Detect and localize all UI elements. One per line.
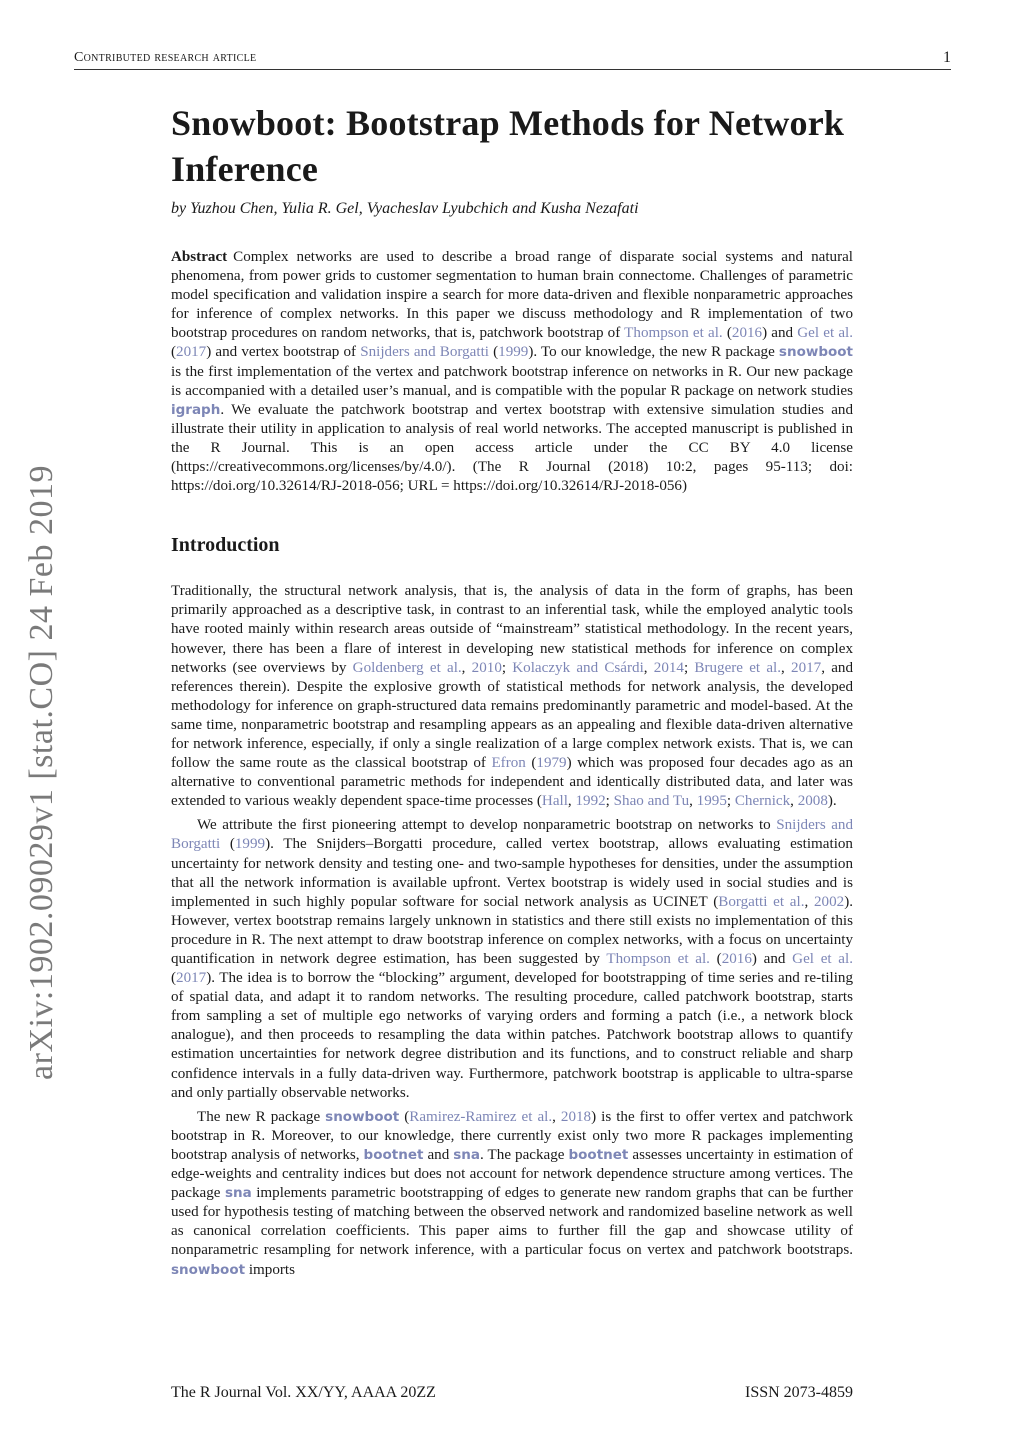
citation-year-link[interactable]: 2010 [471,659,502,676]
citation-year-link[interactable]: 1995 [696,793,727,810]
citation-year-link[interactable]: 2017 [791,659,822,676]
citation-link[interactable]: Gel et al. [797,325,853,342]
citation-year-link[interactable]: 1979 [536,755,567,772]
package-link-sna[interactable]: sna [224,1185,252,1202]
package-link-bootnet[interactable]: bootnet [363,1146,424,1163]
page-footer [171,1384,853,1408]
journal-info: The R Journal Vol. XX/YY, AAAA 20ZZ [171,1384,436,1401]
citation-link[interactable]: Chernick [734,793,791,810]
author-byline: by Yuzhou Chen, Yulia R. Gel, Vyacheslav Lyubchich and Kusha Nezafati [171,200,639,217]
citation-link[interactable]: Shao and Tu [613,793,690,810]
intro-paragraph-1: Traditionally, the structural network analysis, that is, the analysis of data in the form of graphs, has been primarily approached as a descriptive task, in contrast to an inferential task, while the employed analytic tools have rooted mainly within research areas outside of “mainstream” statistical methodology. In the recent years, however, there has been a flare of interest in developing new statistical methods for inference on complex networks (see overviews by Goldenberg et al., 2010; Kolaczyk and Csárdi, 2014; Brugere et al., 2017, and references therein). Despite the explosive growth of statistical methods for network analysis, the developed methodology for inference on graph-structured data remains predominantly parametric and model-based. At the same time, nonparametric bootstrap and resampling appears as an appealing and flexible data-driven alternative for network inference, especially, if only a single realization of a large complex network exists. That is, we can follow the same route as the classical bootstrap of Efron (1979) which was proposed four decades ago as an alternative to conventional parametric methods for independent and identically distributed data, and later was extended to various weakly dependent space-time processes (Hall, 1992; Shao and Tu, 1995; Chernick, 2008). [171,583,853,810]
citation-link[interactable]: Borgatti et al. [718,893,805,910]
citation-year-link[interactable]: 2017 [176,970,207,987]
citation-year-link[interactable]: 2014 [653,659,684,676]
abstract: Abstract Complex networks are used to describe a broad range of disparate social systems and natural phenomena, from power grids to customer segmentation to human brain connectome. Challenges of parametric model specification and validation inspire a search for more data-driven and flexible nonparametric approaches for inference of complex networks. In this paper we discuss methodology and R implementation of two bootstrap procedures on random networks, that is, patchwork bootstrap of Thompson et al. (2016) and Gel et al. (2017) and vertex bootstrap of Snijders and Borgatti (1999). To our knowledge, the new R package snowboot is the first implementation of the vertex and patchwork bootstrap inference on networks in R. Our new package is accompanied with a detailed user’s manual, and is compatible with the popular R package on network studies igraph. We evaluate the patchwork bootstrap and vertex bootstrap with extensive simulation studies and illustrate their utility in application to analysis of real world networks. The accepted manuscript is published in the R Journal. This is an open access article under the CC BY 4.0 license (https://creativecommons.org/licenses/by/4.0/). (The R Journal (2018) 10:2, pages 95-113; doi: https://doi.org/10.32614/RJ-2018-056; URL = https://doi.org/10.32614/RJ-2018-056) [171,249,853,495]
package-link-snowboot[interactable]: snowboot [778,344,853,361]
citation-link[interactable]: Thompson et al. [624,325,723,342]
citation-year-link[interactable]: 2018 [560,1108,592,1125]
citation-year-link[interactable]: 2016 [721,951,752,967]
package-link-sna[interactable]: sna [453,1146,481,1163]
abstract-label: Abstract [171,249,228,265]
intro-paragraph-3: The new R package snowboot (Ramirez-Ramirez et al., 2018) is the first to offer vertex and patchwork bootstrap in R. Moreover, to our knowledge, there currently exist only two more R packages implementing bootstrap analysis of networks, bootnet and sna. The package bootnet assesses uncertainty in estimation of edge-weights and centrality indices but does not account for network dependence structure among vertices. The package sna implements parametric bootstrapping of edges to generate new random graphs that can be further used for hypothesis testing of matching between the observed network and randomized baseline network as well as canonical correlation coefficients. This paper aims to further fill the gap and showcase utility of nonparametric resampling for network inference, with a particular focus on vertex and patchwork bootstraps. snowboot imports [171,1108,854,1278]
citation-link[interactable]: Snijders and Borgatti [360,344,489,361]
citation-year-link[interactable]: 1999 [234,836,266,853]
article-body [171,100,853,1280]
package-link-bootnet[interactable]: bootnet [568,1146,629,1163]
citation-link[interactable]: Hall [541,793,568,810]
arxiv-stamp: arXiv:1902.09029v1 [stat.CO] 24 Feb 2019 [23,465,60,1080]
citation-link[interactable]: Brugere et al. [694,659,782,676]
package-link-snowboot[interactable]: snowboot [171,1261,246,1278]
citation-link[interactable]: Efron [491,755,526,772]
issn: ISSN 2073-4859 [744,1384,853,1401]
section-heading-introduction: Introduction [171,534,280,557]
citation-link[interactable]: Goldenberg et al. [352,659,462,676]
article-kind: Contributed research article [74,50,257,65]
citation-link[interactable]: Kolaczyk and Csárdi [512,659,644,676]
citation-year-link[interactable]: 2002 [814,893,845,910]
citation-year-link[interactable]: 2016 [731,325,763,342]
citation-link[interactable]: Thompson et al. [606,951,710,967]
intro-paragraph-2: We attribute the first pioneering attempt to develop nonparametric bootstrap on networks to Snijders and Borgatti (1999). The Snijders–Borgatti procedure, called vertex bootstrap, allows evaluating estimation uncertainty for network density and testing one- and two-sample hypotheses for densities, under the assumption that all the network information is available upfront. Vertex bootstrap is widely used in social studies and is implemented in such highly popular software for social network analysis as UCINET (Borgatti et al., 2002). However, vertex bootstrap remains largely unknown in statistics and there still exists no implementation of this procedure in R. The next attempt to draw bootstrap inference on complex networks, with a focus on uncertainty quantification in network degree estimation, has been suggested by Thompson et al. (2016) and Gel et al. (2017). The idea is to borrow the “blocking” argument, developed for bootstrapping of time series and re-tiling of spatial data, and adapt it to random networks. The resulting procedure, called patchwork bootstrap, starts from sampling a set of multiple ego networks of varying orders and forming a patch (i.e., a network block analogue), and then proceeds to resampling the data within patches. Patchwork bootstrap allows to quantify estimation uncertainties for network degree distribution and its functions, and to construct reliable and sharp confidence intervals in a fully data-driven way. Furthermore, patchwork bootstrap is applicable to ultra-sparse and only partially observable networks. [171,817,853,1101]
page-number: 1 [943,49,951,66]
citation-link[interactable]: Gel et al. [792,951,853,967]
citation-link[interactable]: Ramirez-Ramirez et al. [409,1108,553,1125]
citation-link[interactable]: Snijders and Borgatti [171,817,853,853]
citation-year-link[interactable]: 2008 [797,793,828,810]
running-header [74,47,951,70]
package-link-snowboot[interactable]: snowboot [325,1108,400,1125]
citation-year-link[interactable]: 1999 [498,344,529,361]
package-link-igraph[interactable]: igraph [171,401,221,418]
citation-year-link[interactable]: 1992 [575,793,606,810]
paper-title: Snowboot: Bootstrap Methods for Network Inference [171,103,845,189]
citation-year-link[interactable]: 2017 [176,344,207,361]
